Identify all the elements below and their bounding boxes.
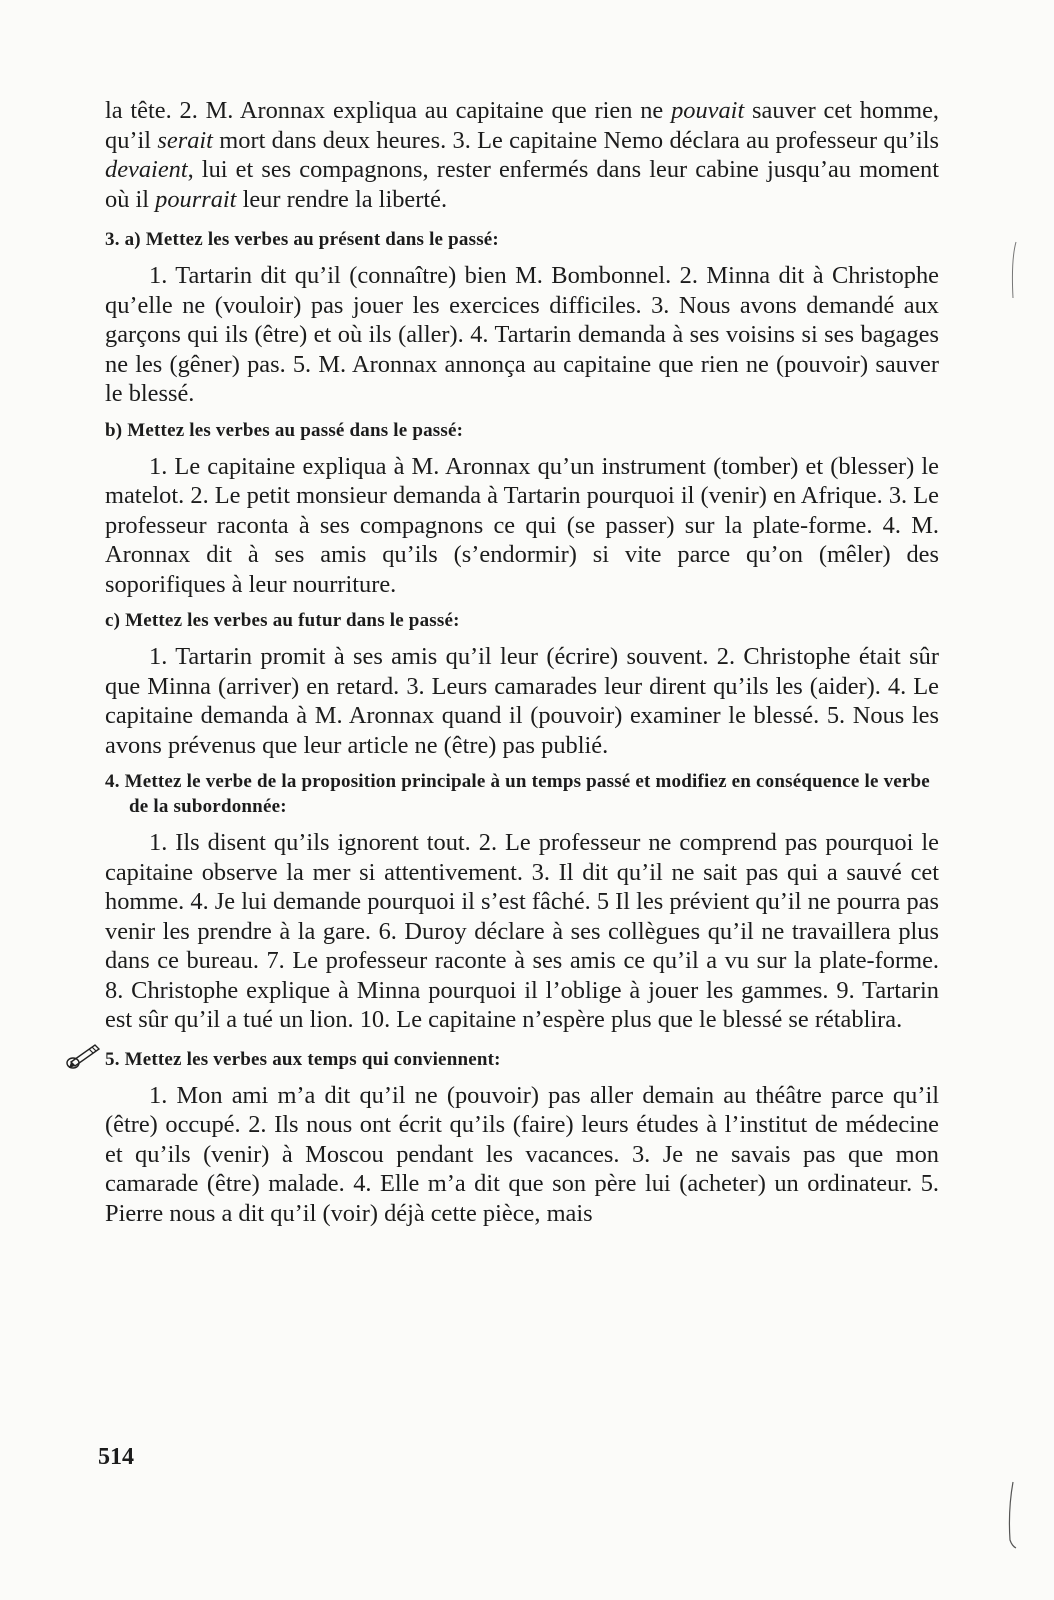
exercise-4-heading: 4. Mettez le verbe de la proposition principale à un temps passé et modifiez en conséquence le verbe de la subordonnée: bbox=[105, 771, 930, 817]
exercise-3c-text: 1. Tartarin promit à ses amis qu’il leur (écrire) souvent. 2. Christophe était sûr que Minna (arriver) en retard. 3. Leurs camarades leur dirent qu’ils les (aider). 4. Le capitaine demanda à M. Aronnax quand il (pouvoir) examiner le blessé. 5. Nous les avons prévenus que leur article ne (être) pas publié. bbox=[105, 643, 939, 759]
pencil-icon bbox=[65, 1041, 103, 1071]
page-body bbox=[105, 96, 939, 1228]
margin-mark-right-bottom bbox=[1004, 1480, 1020, 1550]
page-number: 514 bbox=[98, 1444, 134, 1470]
exercise-3a-text: 1. Tartarin dit qu’il (connaître) bien M. Bombonnel. 2. Minna dit à Christophe qu’elle ne (vouloir) pas jouer les exercices difficiles. 3. Nous avons demandé aux garçons qui ils (être) et où ils (aller). 4. Tartarin demanda à ses voisins si ses bagages ne les (gêner) pas. 5. M. Aronnax annonça au capitaine que rien ne (pouvoir) sauver le blessé. bbox=[105, 262, 939, 407]
exercise-5-text: 1. Mon ami m’a dit qu’il ne (pouvoir) pas aller demain au théâtre parce qu’il (être) occupé. 2. Ils nous ont écrit qu’ils (faire) leurs études à l’institut de médecine et qu’ils (venir) à Moscou pendant les vacances. 3. Je ne savais pas que mon camarade (être) malade. 4. Elle m’a dit que son père lui (acheter) un ordinateur. 5. Pierre nous a dit qu’il (voir) déjà cette pièce, mais bbox=[105, 1081, 939, 1227]
exercise-3a-heading: 3. a) Mettez les verbes au présent dans le passé: bbox=[105, 229, 499, 250]
margin-mark-right-top bbox=[1008, 240, 1020, 300]
exercise-5-heading: 5. Mettez les verbes aux temps qui conviennent: bbox=[65, 1047, 939, 1072]
exercise-4-text: 1. Ils disent qu’ils ignorent tout. 2. Le professeur ne comprend pas pourquoi le capitaine observe la mer si attentivement. 3. Il dit qu’il ne sait pas qui a sauvé cet homme. 4. Je lui demande pourquoi il s’est fâché. 5 Il les prévient qu’il ne pourra pas venir les prendre à la gare. 6. Duroy déclare à ses collègues qu’il ne travaillera plus dans ce bureau. 7. Le professeur raconte à ses amis ce qu’il a vu sur la plate-forme. 8. Christophe explique à Minna pourquoi il l’oblige à jouer les gammes. 9. Tartarin est sûr qu’il a tué un lion. 10. Le capitaine n’espère plus que le blessé se rétablira. bbox=[105, 829, 939, 1033]
intro-paragraph: la tête. 2. M. Aronnax expliqua au capitaine que rien ne pouvait sauver cet homme, qu’il serait mort dans deux heures. 3. Le capitaine Nemo déclara au professeur qu’ils devaient, lui et ses compagnons, rester enfermés dans leur cabine jusqu’au moment où il pourrait leur rendre la liberté. bbox=[105, 97, 939, 213]
exercise-3b-heading: b) Mettez les verbes au passé dans le passé: bbox=[105, 419, 464, 441]
exercise-3b-text: 1. Le capitaine expliqua à M. Aronnax qu’un instrument (tomber) et (blesser) le matelot. 2. Le petit monsieur demanda à Tartarin pourquoi il (venir) en Afrique. 3. Le professeur raconta à ses compagnons ce qui (se passer) sur la plate-forme. 4. M. Aronnax dit à ses amis qu’ils (s’endormir) si vite parce qu’on (mêler) des soporifiques à leur nourriture. bbox=[105, 452, 939, 598]
exercise-3c-heading: c) Mettez les verbes au futur dans le passé: bbox=[105, 610, 460, 631]
